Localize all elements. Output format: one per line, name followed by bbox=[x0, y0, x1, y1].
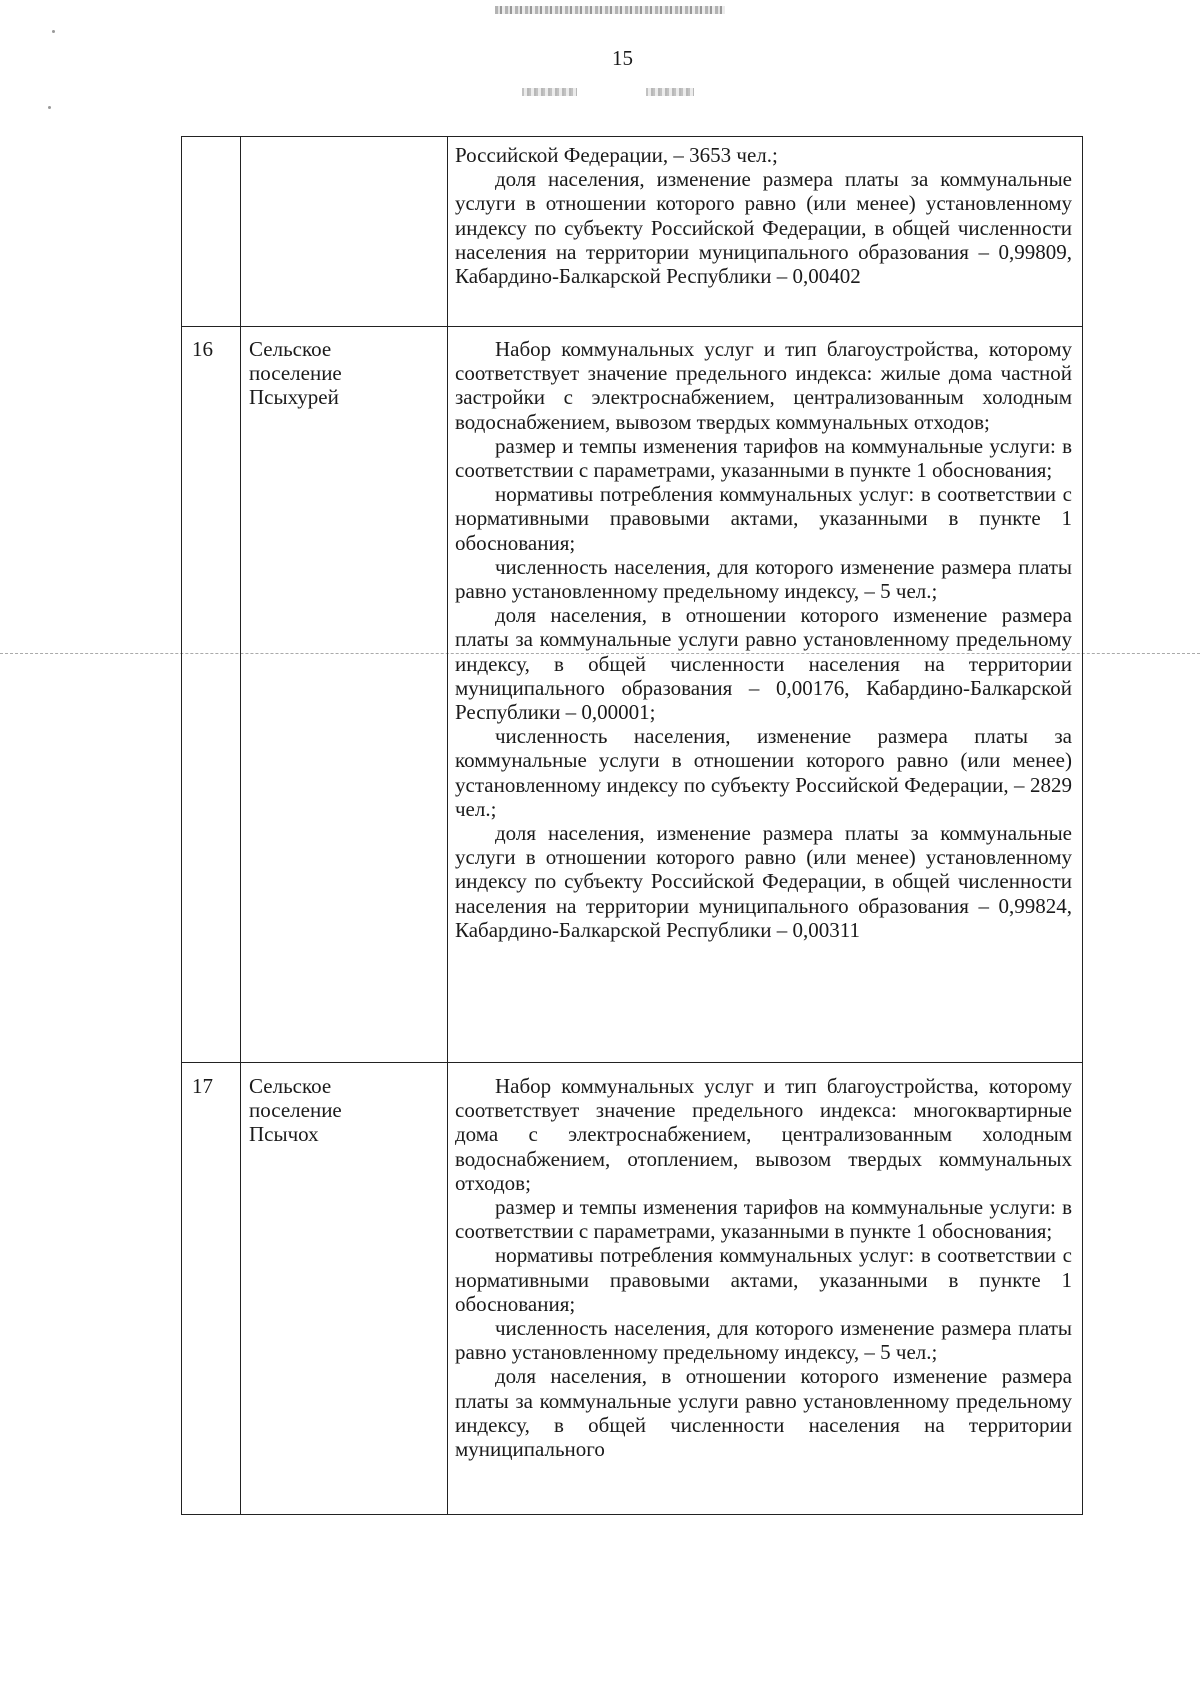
data-table bbox=[181, 136, 1083, 1515]
scan-artifact bbox=[646, 88, 694, 96]
paragraph: численность населения, изменение размера платы за коммунальные услуги в отношении которого равно (или менее) установленному индексу по субъекту Российской Федерации, – 2829 чел.; bbox=[455, 724, 1072, 821]
column-divider bbox=[240, 137, 241, 1514]
paragraph: размер и темпы изменения тарифов на коммунальные услуги: в соответствии с параметрами, указанными в пункте 1 обоснования; bbox=[455, 433, 1072, 483]
paragraph: численность населения, для которого изменение размера платы равно установленному предельному индексу, – 5 чел.; bbox=[455, 1316, 1072, 1365]
row-number: 17 bbox=[192, 1074, 213, 1098]
paragraph: Российской Федерации, – 3653 чел.; bbox=[455, 143, 778, 167]
paragraph: численность населения, для которого изменение размера платы равно установленному предельному индексу, – 5 чел.; bbox=[455, 554, 1072, 604]
paragraph: доля населения, изменение размера платы за коммунальные услуги в отношении которого равно (или менее) установленному индексу по субъекту Российской Федерации, в общей численности населения на территории муниципального образования – 0,99824, Кабардино-Балкарской Республики – 0,00311 bbox=[455, 821, 1072, 942]
row-divider bbox=[182, 326, 1082, 327]
scan-artifact bbox=[48, 106, 51, 109]
paragraph: нормативы потребления коммунальных услуг: в соответствии с нормативными правовыми актами, указанными в пункте 1 обоснования; bbox=[455, 482, 1072, 555]
paragraph: нормативы потребления коммунальных услуг: в соответствии с нормативными правовыми актами, указанными в пункте 1 обоснования; bbox=[455, 1243, 1072, 1316]
table-row-content bbox=[455, 1074, 1072, 1461]
page-number: 15 bbox=[612, 46, 633, 70]
settlement-name: Сельское поселение Псычох bbox=[249, 1074, 342, 1146]
scan-artifact bbox=[52, 30, 55, 33]
settlement-name: Сельское поселение Псыхурей bbox=[249, 337, 342, 409]
paragraph: размер и темпы изменения тарифов на коммунальные услуги: в соответствии с параметрами, указанными в пункте 1 обоснования; bbox=[455, 1195, 1072, 1244]
row-number: 16 bbox=[192, 337, 213, 361]
paragraph: Набор коммунальных услуг и тип благоустройства, которому соответствует значение предельного индекса: многоквартирные дома с электроснабжением, централизованным холодным водоснабжением, отоплением, вывозом твердых коммунальных отходов; bbox=[455, 1074, 1072, 1195]
table-row-content bbox=[455, 143, 1072, 288]
paragraph: доля населения, в отношении которого изменение размера платы за коммунальные услуги равно установленному предельному индексу, в общей численности населения на территории муниципального образования – 0,00176, Кабардино-Балкарской Республики – 0,00001; bbox=[455, 603, 1072, 725]
paragraph: Набор коммунальных услуг и тип благоустройства, которому соответствует значение предельного индекса: жилые дома частной застройки с электроснабжением, централизованным холодным водоснабжением, вывозом твердых коммунальных отходов; bbox=[455, 337, 1072, 434]
paragraph: доля населения, изменение размера платы за коммунальные услуги в отношении которого равно (или менее) установленному индексу по субъекту Российской Федерации, в общей численности населения на территории муниципального образования – 0,99809, Кабардино-Балкарской Республики – 0,00402 bbox=[455, 167, 1072, 289]
column-divider bbox=[447, 137, 448, 1514]
scan-artifact bbox=[495, 6, 725, 14]
paragraph: доля населения, в отношении которого изменение размера платы за коммунальные услуги равно установленному предельному индексу, в общей численности населения на территории муниципального bbox=[455, 1364, 1072, 1462]
row-divider bbox=[182, 1062, 1082, 1063]
table-row-content bbox=[455, 337, 1072, 942]
scan-artifact bbox=[522, 88, 577, 96]
